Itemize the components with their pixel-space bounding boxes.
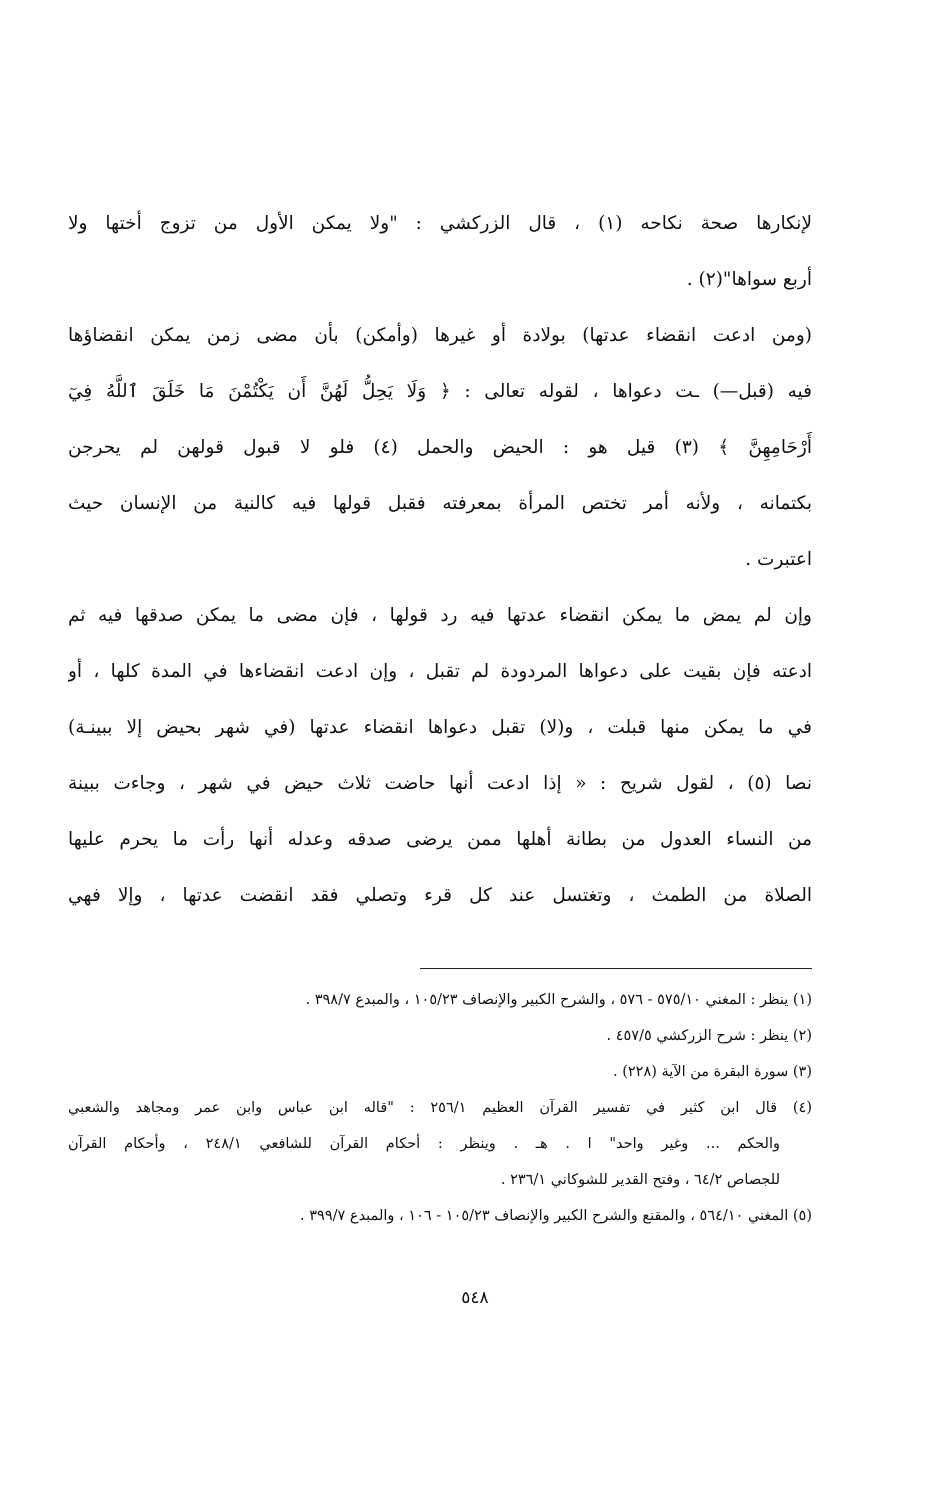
text-line: من النساء العدول من بطانة أهلها ممن يرضى صدقه وعدله أنها رأت ما يحرم عليها xyxy=(68,829,812,850)
text-line: في ما يمكن منها قبلت ، و(لا) تقبل دعواها انقضاء عدتها (في شهر بحيض إلا ببينـة) xyxy=(68,717,812,738)
footnote-line: (١) ينظر : المغني ٥٧٥/١٠ - ٥٧٦ ، والشرح الكبير والإنصاف ١٠٥/٢٣ ، والمبدع ٣٩٨/٧ . xyxy=(305,992,812,1008)
footnote-line: (٥) المغني ٥٦٤/١٠ ، والمقنع والشرح الكبير والإنصاف ١٠٥/٢٣ - ١٠٦ ، والمبدع ٣٩٩/٧ . xyxy=(300,1208,812,1224)
page-number: ٥٤٨ xyxy=(461,1288,489,1308)
text-line: وإن لم يمض ما يمكن انقضاء عدتها فيه رد قولها ، فإن مضى ما يمكن صدقها فيه ثم xyxy=(68,605,812,626)
text-line: نصا (٥) ، لقول شريح : « إذا ادعت أنها حاضت ثلاث حيض في شهر ، وجاءت ببينة xyxy=(68,773,812,794)
text-line: ادعته فإن بقيت على دعواها المردودة لم تقبل ، وإن ادعت انقضاءها في المدة كلها ، أو xyxy=(68,661,812,682)
text-line: لإنكارها صحة نكاحه (١) ، قال الزركشي : "ولا يمكن الأول من تزوج أختها ولا xyxy=(68,213,812,234)
footnote-line: والحكم ... وغير واحد" ا . هـ . وينظر : أحكام القرآن للشافعي ٢٤٨/١ ، وأحكام القرآن xyxy=(68,1136,780,1152)
text-line: بكتمانه ، ولأنه أمر تختص المرأة بمعرفته فقبل قولها فيه كالنية من الإنسان حيث xyxy=(68,493,812,514)
text-line: (ومن ادعت انقضاء عدتها) بولادة أو غيرها (وأمكن) بأن مضى زمن يمكن انقضاؤها xyxy=(68,325,812,346)
text-line: اعتبرت . xyxy=(745,549,812,570)
footnotes xyxy=(68,982,812,1234)
footnote-line: (٣) سورة البقرة من الآية (٢٢٨) . xyxy=(613,1064,812,1080)
main-text xyxy=(68,196,812,924)
footnote-line: (٤) قال ابن كثير في تفسير القرآن العظيم ٢٥٦/١ : "قاله ابن عباس وابن عمر ومجاهد والشعبي xyxy=(68,1100,812,1116)
text-line: فيه (قبل—) ـت دعواها ، لقوله تعالى : ﴿ وَلَا يَحِلُّ لَهُنَّ أَن يَكْتُمْنَ مَا خَلَقَ ٱللَّهُ فِيٓ xyxy=(68,381,812,402)
footnote-line: (٢) ينظر : شرح الزركشي ٤٥٧/٥ . xyxy=(606,1028,812,1044)
text-line: أَرْحَامِهِنَّ ﴾ (٣) قيل هو : الحيض والحمل (٤) فلو لا قبول قولهن لم يحرجن xyxy=(68,437,812,458)
text-line: الصلاة من الطمث ، وتغتسل عند كل قرء وتصلي فقد انقضت عدتها ، وإلا فهي xyxy=(68,885,812,906)
footnote-line: للجصاص ٦٤/٢ ، وفتح القدير للشوكاني ٢٣٦/١ . xyxy=(500,1172,780,1188)
footnote-divider xyxy=(420,968,812,969)
text-line: أربع سواها"(٢) . xyxy=(686,269,812,290)
